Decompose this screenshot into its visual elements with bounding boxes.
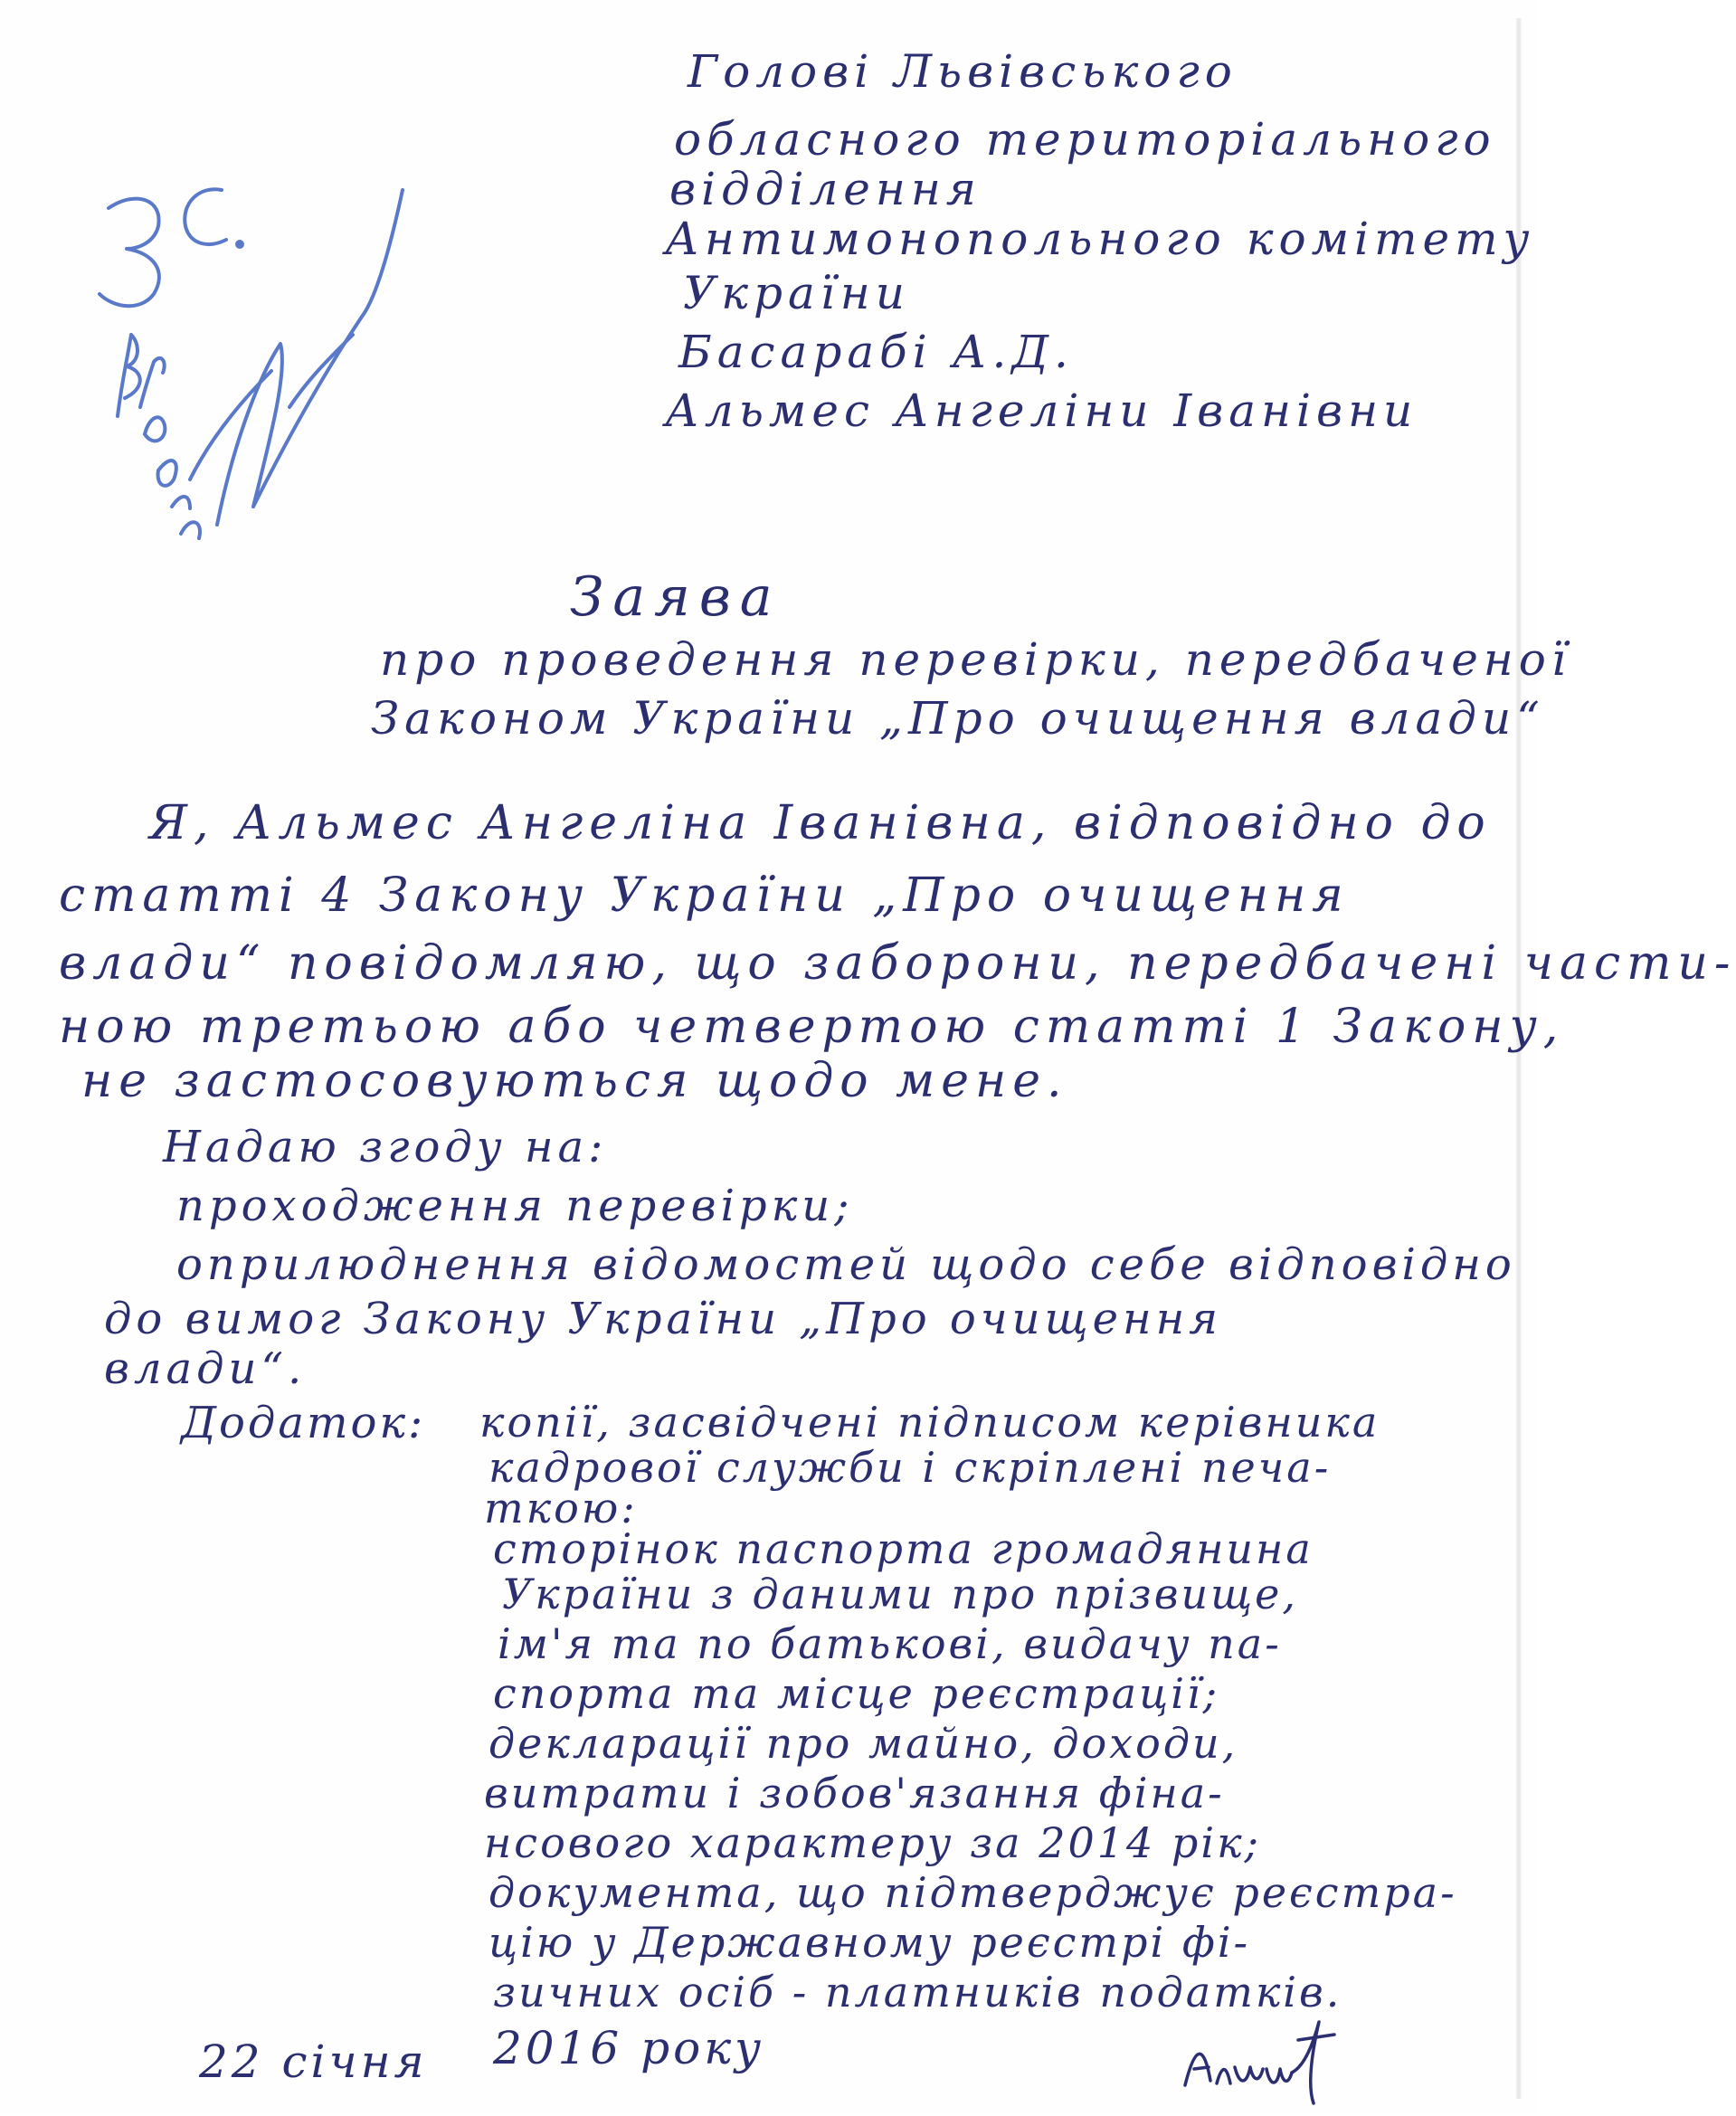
- signature-handwriting: [1176, 2013, 1339, 2112]
- appendix-line: кадрової служби і скріплені печа-: [489, 1443, 1332, 1492]
- appendix-line: декларації про майно, доходи,: [489, 1719, 1238, 1768]
- resolution-handwriting: [54, 136, 434, 570]
- scan-edge: [1516, 18, 1522, 2099]
- appendix-line: України з даними про прізвище,: [502, 1570, 1298, 1618]
- signature: [1176, 2013, 1339, 2112]
- addressee-line: Басарабі А.Д.: [678, 326, 1074, 378]
- date-year: 2016 року: [493, 2022, 765, 2074]
- appendix-line: витрати і зобов'язання фіна-: [484, 1769, 1225, 1817]
- addressee-line: України: [683, 267, 910, 319]
- addressee-line: Антимонопольного комітету: [665, 213, 1535, 265]
- body-line: Я, Альмес Ангеліна Іванівна, відповідно до: [149, 796, 1492, 850]
- appendix-label: Додаток:: [181, 1398, 426, 1448]
- consent-line: влади“.: [104, 1343, 307, 1394]
- addressee-line: відділення: [669, 163, 982, 215]
- body-line: влади“ повідомляю, що заборони, передбачені части-: [59, 936, 1736, 991]
- document-title: Заява: [570, 565, 782, 629]
- appendix-line: ім'я та по батькові, видачу па-: [498, 1619, 1282, 1668]
- resolution-stamp: [54, 136, 434, 570]
- body-line: статті 4 Закону України „Про очищення: [59, 868, 1350, 923]
- appendix-line: спорта та місце реєстрації;: [493, 1669, 1220, 1718]
- document-subtitle-line: про проведення перевірки, передбаченої: [380, 633, 1571, 686]
- consent-line: проходження перевірки;: [176, 1181, 854, 1231]
- appendix-line: нсового характеру за 2014 рік;: [484, 1818, 1262, 1867]
- addressee-line: обласного територіального: [674, 113, 1496, 166]
- appendix-line: цію у Державному реєстрі фі-: [489, 1918, 1251, 1967]
- addressee-line: Альмес Ангеліни Іванівни: [665, 384, 1418, 437]
- body-line: ною третьою або четвертою статті 1 Закону,: [59, 1000, 1565, 1054]
- appendix-line: сторінок паспорта громадянина: [493, 1524, 1314, 1573]
- consent-line: оприлюднення відомостей щодо себе відповідно: [176, 1239, 1516, 1290]
- appendix-line: копії, засвідчені підписом керівника: [479, 1398, 1380, 1447]
- appendix-line: ткою:: [484, 1484, 638, 1532]
- appendix-line: зичних осіб - платників податків.: [493, 1968, 1342, 2016]
- document-subtitle-line: Законом України „Про очищення влади“: [371, 692, 1545, 745]
- consent-line: до вимог Закону України „Про очищення: [104, 1294, 1223, 1344]
- consent-line: Надаю згоду на:: [163, 1122, 608, 1172]
- body-line: не застосовуються щодо мене.: [81, 1054, 1068, 1108]
- addressee-line: Голові Львівського: [688, 45, 1238, 98]
- appendix-line: документа, що підтверджує реєстра-: [489, 1868, 1457, 1917]
- date-day-month: 22 січня: [199, 2035, 428, 2088]
